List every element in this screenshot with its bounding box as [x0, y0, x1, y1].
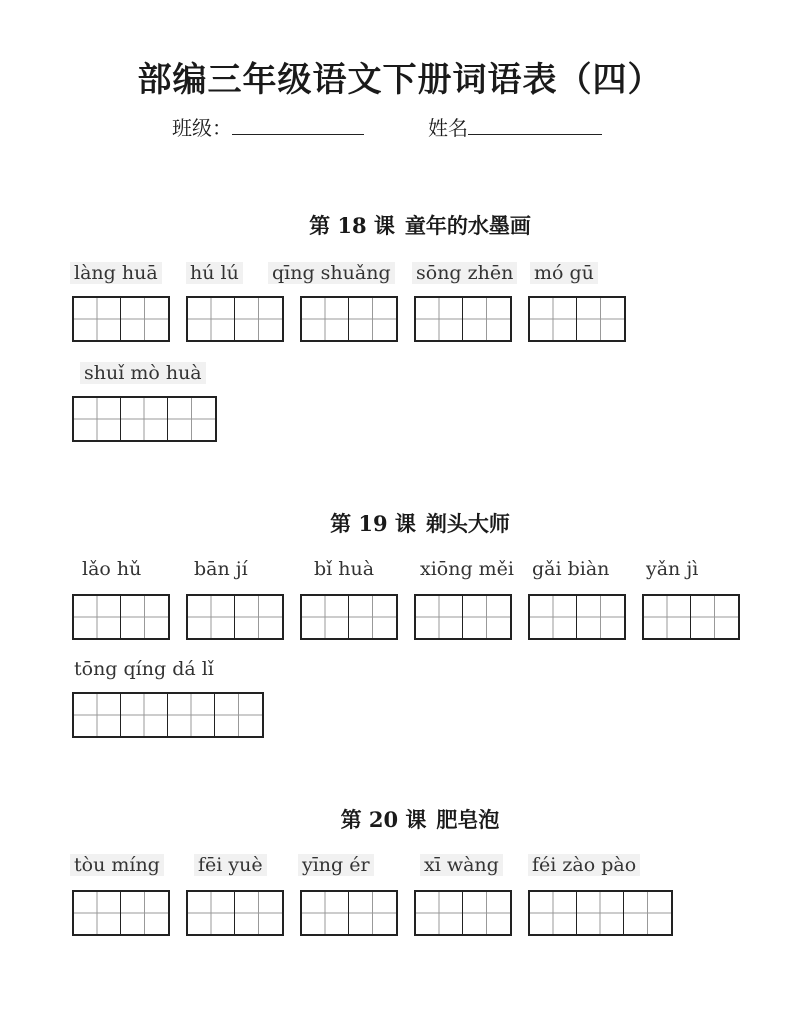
- pinyin-label: hú lú: [186, 262, 243, 284]
- tianzige-cell[interactable]: [188, 298, 235, 340]
- tianzige-cell[interactable]: [235, 892, 282, 934]
- tianzige-cell[interactable]: [349, 298, 396, 340]
- name-blank[interactable]: [468, 114, 602, 135]
- lesson-number: 第 20 课: [340, 807, 427, 832]
- tianzige-cell[interactable]: [463, 298, 510, 340]
- tianzige-cell[interactable]: [644, 596, 691, 638]
- pinyin-label: yǎn jì: [646, 558, 699, 580]
- tianzige-cell[interactable]: [463, 596, 510, 638]
- tianzige-cell[interactable]: [121, 596, 168, 638]
- tianzige-box[interactable]: [300, 890, 398, 936]
- lesson-name: 肥皂泡: [436, 807, 500, 832]
- tianzige-cell[interactable]: [74, 298, 121, 340]
- pinyin-label: làng huā: [70, 262, 162, 284]
- tianzige-box[interactable]: [186, 594, 284, 640]
- worksheet-title: 部编三年级语文下册词语表（四）: [137, 60, 663, 100]
- tianzige-box[interactable]: [528, 296, 626, 342]
- tianzige-cell[interactable]: [74, 596, 121, 638]
- name-label: 姓名: [428, 116, 468, 140]
- tianzige-cell[interactable]: [121, 398, 168, 440]
- tianzige-cell[interactable]: [691, 596, 738, 638]
- pinyin-label: tōng qíng dá lǐ: [74, 658, 214, 680]
- tianzige-cell[interactable]: [215, 694, 262, 736]
- tianzige-cell[interactable]: [577, 298, 624, 340]
- tianzige-cell[interactable]: [349, 596, 396, 638]
- class-label: 班级：: [172, 116, 232, 140]
- tianzige-cell[interactable]: [235, 596, 282, 638]
- tianzige-cell[interactable]: [416, 596, 463, 638]
- class-blank[interactable]: [232, 114, 364, 135]
- tianzige-cell[interactable]: [188, 596, 235, 638]
- tianzige-cell[interactable]: [74, 398, 121, 440]
- tianzige-box[interactable]: [300, 594, 398, 640]
- tianzige-cell[interactable]: [74, 892, 121, 934]
- tianzige-cell[interactable]: [624, 892, 671, 934]
- pinyin-label: shuǐ mò huà: [80, 362, 206, 384]
- tianzige-cell[interactable]: [416, 892, 463, 934]
- name-field: [428, 112, 602, 141]
- tianzige-cell[interactable]: [121, 892, 168, 934]
- lesson-20-heading: [0, 804, 800, 834]
- tianzige-cell[interactable]: [463, 892, 510, 934]
- tianzige-box[interactable]: [72, 594, 170, 640]
- tianzige-cell[interactable]: [121, 298, 168, 340]
- tianzige-cell[interactable]: [188, 892, 235, 934]
- lesson-18-heading: [0, 210, 800, 240]
- pinyin-label: féi zào pào: [528, 854, 640, 876]
- pinyin-label: xī wàng: [420, 854, 503, 876]
- lesson-19-heading: [0, 508, 800, 538]
- tianzige-cell[interactable]: [416, 298, 463, 340]
- pinyin-label: xiōng měi: [420, 558, 515, 580]
- tianzige-box[interactable]: [72, 396, 217, 442]
- pinyin-label: fēi yuè: [194, 854, 267, 876]
- tianzige-box[interactable]: [72, 296, 170, 342]
- tianzige-cell[interactable]: [121, 694, 168, 736]
- tianzige-cell[interactable]: [349, 892, 396, 934]
- tianzige-box[interactable]: [72, 692, 264, 738]
- pinyin-label: yīng ér: [298, 854, 374, 876]
- tianzige-box[interactable]: [414, 594, 512, 640]
- pinyin-label: bān jí: [194, 558, 248, 580]
- tianzige-box[interactable]: [300, 296, 398, 342]
- pinyin-label: tòu míng: [70, 854, 164, 876]
- tianzige-box[interactable]: [528, 594, 626, 640]
- tianzige-box[interactable]: [72, 890, 170, 936]
- tianzige-cell[interactable]: [530, 892, 577, 934]
- lesson-number: 第 18 课: [309, 213, 395, 238]
- pinyin-label: gǎi biàn: [532, 558, 610, 580]
- lesson-name: 剃头大师: [425, 511, 510, 536]
- lesson-number: 第 19 课: [330, 511, 416, 536]
- tianzige-cell[interactable]: [530, 298, 577, 340]
- tianzige-cell[interactable]: [577, 892, 624, 934]
- tianzige-box[interactable]: [414, 296, 512, 342]
- tianzige-cell[interactable]: [302, 596, 349, 638]
- tianzige-box[interactable]: [414, 890, 512, 936]
- tianzige-cell[interactable]: [235, 298, 282, 340]
- tianzige-cell[interactable]: [302, 892, 349, 934]
- tianzige-box[interactable]: [186, 890, 284, 936]
- pinyin-label: qīng shuǎng: [268, 262, 395, 284]
- tianzige-cell[interactable]: [168, 398, 215, 440]
- tianzige-box[interactable]: [528, 890, 673, 936]
- tianzige-cell[interactable]: [168, 694, 215, 736]
- tianzige-cell[interactable]: [302, 298, 349, 340]
- pinyin-label: bǐ huà: [314, 558, 375, 580]
- pinyin-label: lǎo hǔ: [82, 558, 142, 580]
- lesson-name: 童年的水墨画: [404, 213, 531, 238]
- tianzige-box[interactable]: [186, 296, 284, 342]
- pinyin-label: mó gū: [530, 262, 598, 284]
- class-field: [172, 112, 364, 141]
- pinyin-label: sōng zhēn: [412, 262, 517, 284]
- tianzige-cell[interactable]: [577, 596, 624, 638]
- tianzige-cell[interactable]: [74, 694, 121, 736]
- tianzige-box[interactable]: [642, 594, 740, 640]
- tianzige-cell[interactable]: [530, 596, 577, 638]
